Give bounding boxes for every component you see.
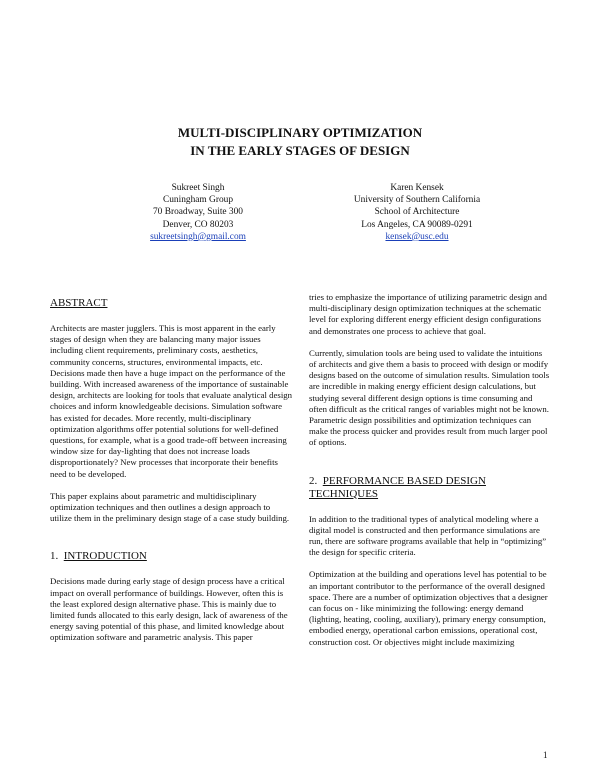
- author-block-1: [88, 182, 308, 243]
- author-city: Los Angeles, CA 90089-0291: [361, 219, 473, 230]
- right-paragraph-2: Currently, simulation tools are being used to validate the intuitions of architects and give them a basis to proceed with design or modify designs based on the outcome of simulation results. Simulation tools are incredible in making energy efficient design calculations, but studying several different design options is time consuming and often difficult as the critical ranges of variables might not be known. Parametric design possibilities and optimization techniques can make the process quicker and provides result from much larger pool of options.: [309, 347, 550, 448]
- abstract-paragraph-1: Architects are master jugglers. This is most apparent in the early stages of design when they are balancing many major issues including client requirements, preliminary costs, aesthetics, community concerns, structures, environmental impacts, etc. Decisions made then have a huge impact on the performance of the building. With increased awareness of the importance of sustainable design, architects are looking for tools that evaluate analytical design choices and inform knowledgeable decisions. Simulation software has existed for decades. More recently, multi-disciplinary optimization algorithms offer potential solutions for well-defined questions, for example, what is a good trade-off between increasing window size for day-lighting that does not increase loads disproportionately? New processes that incorporate their benefits need to be developed.: [50, 323, 293, 479]
- author-city: Denver, CO 80203: [162, 219, 234, 230]
- abstract-paragraph-2: This paper explains about parametric and multidisciplinary optimization techniques and then outlines a design approach to utilize them in the preliminary design stage of a case study building.: [50, 490, 290, 524]
- intro-number: 1.: [50, 550, 59, 563]
- author-name: Sukreet Singh: [171, 183, 225, 193]
- author-org: University of Southern California: [353, 195, 481, 206]
- right-column: [309, 292, 551, 659]
- right-paragraph-1: tries to emphasize the importance of utilizing parametric design and multi-disciplinary design optimization techniques at the schematic level for exploring different energy efficient design configurations and demonstrates one process to achieve that goal.: [309, 292, 547, 336]
- page-number: 1: [543, 750, 548, 760]
- section2-heading-line-1: PERFORMANCE BASED DESIGN: [322, 474, 486, 487]
- abstract-heading: [50, 297, 292, 310]
- author-address: 70 Broadway, Suite 300: [152, 207, 243, 218]
- section2-number: 2.: [309, 474, 318, 487]
- author-org: Cuningham Group: [162, 195, 234, 206]
- section2-heading: [309, 475, 551, 501]
- paper-title: [0, 124, 600, 160]
- intro-paragraph-1: Decisions made during early stage of design process have a critical impact on overall performance of buildings. However, often this is the least explored design alternative phase. This is mainly due to limited funds allocated to this early design, lack of awareness of the energy saving potential of this phase, and limited knowledge about optimization software and parametric analysis. This paper: [50, 576, 288, 643]
- section2-paragraph-2: Optimization at the building and operations level has potential to be an important contributor to the performance of the overall designed space. There are a number of optimization objectives that a designer can focus on - like minimizing the following: energy demand (lighting, heating, cooling, auxiliary), primary energy consumption, embodied energy, operational carbon emissions, operational cost, construction cost. Or objectives might include maximizing: [309, 569, 548, 647]
- intro-heading-text: INTRODUCTION: [63, 550, 147, 563]
- abstract-heading-text: ABSTRACT: [50, 297, 108, 309]
- author-email-link[interactable]: sukreetsingh@gmail.com: [150, 231, 246, 242]
- author-block-2: [307, 182, 527, 243]
- left-column: [50, 297, 292, 655]
- section2-paragraph-1: In addition to the traditional types of analytical modeling where a digital model is constructed and then performance simulations are run, there are software programs available that help in “optimizing” the design for specific criteria.: [309, 513, 547, 558]
- intro-heading: [50, 550, 292, 563]
- section2-heading-line-2: TECHNIQUES: [309, 487, 379, 500]
- author-name: Karen Kensek: [390, 183, 444, 193]
- title-line-1: MULTI-DISCIPLINARY OPTIMIZATION: [177, 125, 423, 140]
- title-line-2: IN THE EARLY STAGES OF DESIGN: [190, 143, 410, 158]
- author-email-link[interactable]: kensek@usc.edu: [385, 231, 449, 242]
- author-address: School of Architecture: [374, 207, 460, 218]
